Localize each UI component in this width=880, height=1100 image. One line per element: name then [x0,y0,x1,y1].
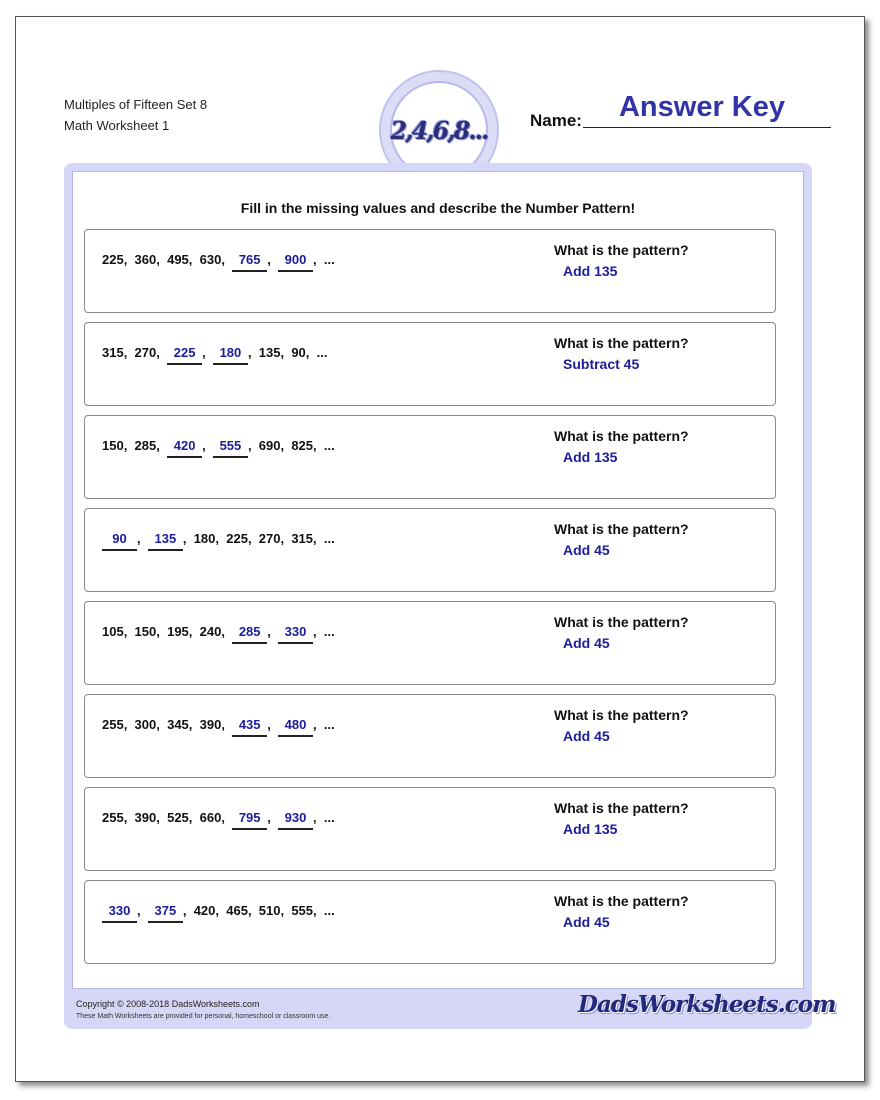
comma-separator: , [313,252,324,267]
number-sequence [102,903,335,923]
comma-separator: , [123,345,135,360]
instructions: Fill in the missing values and describe the Number Pattern! [240,200,636,216]
comma-separator: , [313,624,324,639]
answer-blank[interactable]: 135 [148,531,183,551]
pattern-answer[interactable]: Add 45 [563,914,610,930]
comma-separator: , [215,531,227,546]
pattern-question: What is the pattern? [554,614,689,630]
answer-blank[interactable]: 375 [148,903,183,923]
sequence-term: 285 [134,438,157,453]
answer-blank[interactable]: 420 [167,438,202,458]
problem-box [84,880,776,964]
answer-blank[interactable]: 765 [232,252,267,272]
number-sequence [102,438,335,458]
pattern-answer[interactable]: Add 135 [563,263,618,279]
comma-separator: , [182,903,194,918]
sequence-term: 195 [167,624,189,639]
answer-blank[interactable]: 555 [213,438,248,458]
sequence-term: 150 [134,624,157,639]
answer-blank[interactable]: 225 [167,345,202,365]
footer-copyright: Copyright © 2008-2018 DadsWorksheets.com [76,999,260,1009]
sequence-term: 465 [226,903,248,918]
comma-separator: , [313,903,324,918]
comma-separator: , [247,903,259,918]
problem-box [84,601,776,685]
sequence-ellipsis: ... [323,438,335,453]
sequence-term: 510 [258,903,281,918]
comma-separator: , [182,531,194,546]
pattern-question: What is the pattern? [554,242,689,258]
comma-separator: , [156,717,168,732]
sequence-term: 90 [291,345,306,360]
pattern-answer[interactable]: Add 135 [563,821,618,837]
comma-separator: , [221,624,233,639]
sequence-ellipsis: ... [323,717,335,732]
sequence-ellipsis: ... [323,252,335,267]
answer-blank[interactable]: 285 [232,624,267,644]
answer-blank[interactable]: 900 [278,252,313,272]
comma-separator: , [247,531,259,546]
sequence-term: 555 [291,903,314,918]
pattern-question: What is the pattern? [554,893,689,909]
comma-separator: , [137,903,148,918]
sequence-term: 360 [134,252,157,267]
number-sequence [102,252,335,272]
comma-separator: , [156,624,168,639]
comma-separator: , [280,531,292,546]
sequence-ellipsis: ... [323,624,335,639]
problem-box [84,322,776,406]
sequence-term: 315 [102,345,124,360]
pattern-question: What is the pattern? [554,428,689,444]
sequence-term: 270 [258,531,281,546]
comma-separator: , [188,624,200,639]
sequence-term: 420 [193,903,216,918]
sequence-term: 315 [291,531,314,546]
answer-blank[interactable]: 90 [102,531,137,551]
pattern-answer[interactable]: Add 45 [563,635,610,651]
sequence-term: 630 [199,252,222,267]
sequence-term: 225 [102,252,124,267]
answer-blank[interactable]: 480 [278,717,313,737]
comma-separator: , [188,252,200,267]
sequence-term: 660 [199,810,222,825]
worksheet-title: Multiples of Fifteen Set 8 [64,97,208,112]
sequence-term: 150 [102,438,124,453]
answer-blank[interactable]: 330 [278,624,313,644]
sequence-term: 390 [134,810,157,825]
sequence-term: 180 [193,531,216,546]
comma-separator: , [221,717,233,732]
sequence-term: 345 [167,717,189,732]
sequence-term: 270 [134,345,157,360]
comma-separator: , [123,717,135,732]
problem-box [84,694,776,778]
answer-blank[interactable]: 930 [278,810,313,830]
problem-box [84,508,776,592]
number-sequence [102,717,335,737]
pattern-answer[interactable]: Add 45 [563,728,610,744]
number-sequence [102,345,327,365]
sequence-term: 225 [226,531,248,546]
comma-separator: , [156,810,168,825]
sequence-term: 135 [258,345,281,360]
comma-separator: , [123,252,135,267]
comma-separator: , [280,438,292,453]
pattern-question: What is the pattern? [554,800,689,816]
answer-blank[interactable]: 330 [102,903,137,923]
comma-separator: , [267,717,279,732]
comma-separator: , [305,345,317,360]
comma-separator: , [123,624,135,639]
sequence-ellipsis: ... [316,345,328,360]
comma-separator: , [215,903,227,918]
pattern-question: What is the pattern? [554,521,689,537]
comma-separator: , [267,624,279,639]
pattern-answer[interactable]: Add 135 [563,449,618,465]
problem-box [84,787,776,871]
name-line [583,127,831,128]
pattern-answer[interactable]: Add 45 [563,542,610,558]
comma-separator: , [221,252,233,267]
sequence-term: 825 [291,438,314,453]
pattern-answer[interactable]: Subtract 45 [563,356,640,372]
comma-separator: , [137,531,148,546]
comma-separator: , [247,438,259,453]
comma-separator: , [123,810,135,825]
comma-separator: , [123,438,135,453]
sequence-term: 240 [199,624,222,639]
number-sequence [102,624,335,644]
comma-separator: , [202,438,213,453]
answer-blank[interactable]: 795 [232,810,267,830]
number-sequence [102,810,335,830]
comma-separator: , [313,810,324,825]
answer-blank[interactable]: 435 [232,717,267,737]
comma-separator: , [188,717,200,732]
comma-separator: , [247,345,259,360]
pattern-question: What is the pattern? [554,335,689,351]
footer-note: These Math Worksheets are provided for personal, homeschool or classroom use. [76,1013,331,1020]
comma-separator: , [221,810,233,825]
problem-box [84,415,776,499]
comma-separator: , [313,531,324,546]
sequence-term: 495 [167,252,189,267]
sequence-term: 255 [102,810,124,825]
problem-box [84,229,776,313]
comma-separator: , [313,717,324,732]
comma-separator: , [313,438,324,453]
sequence-ellipsis: ... [323,903,335,918]
number-logo-text: 2,4,6,8... [390,115,488,145]
sequence-term: 690 [258,438,281,453]
comma-separator: , [280,345,292,360]
comma-separator: , [156,438,168,453]
worksheet-subtitle: Math Worksheet 1 [64,118,170,133]
sequence-ellipsis: ... [323,810,335,825]
comma-separator: , [188,810,200,825]
sequence-term: 300 [134,717,157,732]
comma-separator: , [202,345,213,360]
sequence-term: 105 [102,624,124,639]
answer-key-heading: Answer Key [618,91,785,123]
answer-blank[interactable]: 180 [213,345,248,365]
footer-logo: DadsWorksheets.com [578,991,836,1018]
sequence-term: 525 [167,810,189,825]
sequence-term: 255 [102,717,124,732]
comma-separator: , [156,252,168,267]
comma-separator: , [156,345,168,360]
pattern-question: What is the pattern? [554,707,689,723]
comma-separator: , [267,252,279,267]
sequence-term: 390 [199,717,222,732]
number-sequence [102,531,335,551]
name-label: Name: [530,111,582,130]
comma-separator: , [267,810,279,825]
comma-separator: , [280,903,292,918]
sequence-ellipsis: ... [323,531,335,546]
